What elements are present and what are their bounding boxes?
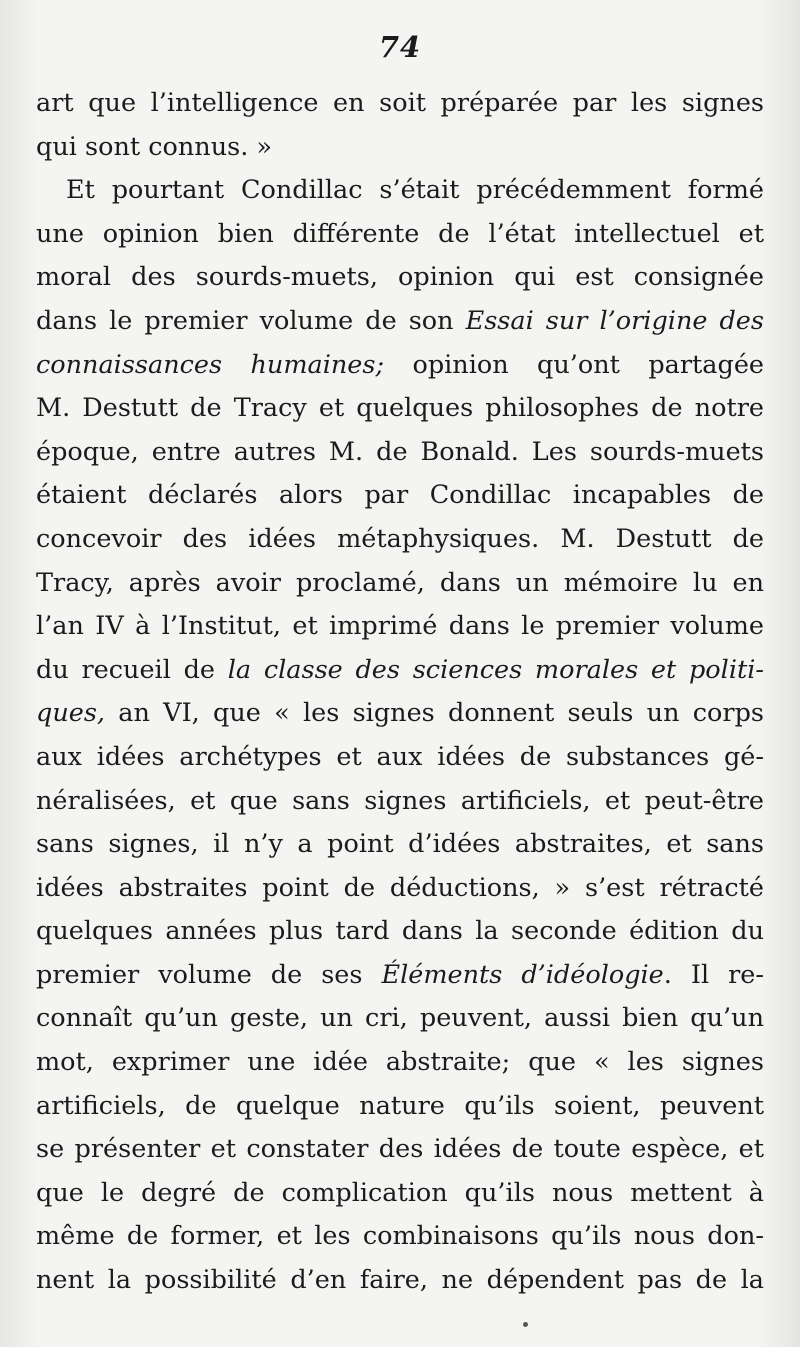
text-segment: se présenter et constater des idées de toute espèce, et: [36, 1134, 764, 1165]
text-segment: opinion qu’ont partagée: [384, 349, 764, 380]
text-segment: qui sont connus. »: [36, 131, 273, 162]
text-line: [36, 474, 764, 518]
text-line: [36, 954, 764, 998]
text-segment: Et pourtant Condillac s’était précédemment formé: [66, 175, 764, 206]
text-segment: mot, exprimer une idée abstraite; que « les signes: [36, 1047, 764, 1078]
text-line: [36, 126, 764, 170]
text-segment: moral des sourds-muets, opinion qui est consignée: [36, 262, 764, 293]
text-segment: néralisées, et que sans signes artificiels, et peut-être: [36, 785, 764, 816]
text-segment: étaient déclarés alors par Condillac incapables de: [36, 480, 764, 511]
text-segment: Tracy, après avoir proclamé, dans un mémoire lu en: [36, 567, 764, 598]
text-segment: sans signes, il n’y a point d’idées abstraites, et sans: [36, 829, 764, 860]
text-line: [36, 562, 764, 606]
text-line: [36, 169, 764, 213]
text-line: [36, 518, 764, 562]
text-line: [36, 82, 764, 126]
text-line: [36, 605, 764, 649]
text-line: [36, 736, 764, 780]
text-line: [36, 823, 764, 867]
italic-text: la classe des sciences morales et politi-: [227, 654, 764, 685]
italic-text: Éléments d’idéologie: [381, 959, 664, 990]
text-line: [36, 692, 764, 736]
text-segment: du recueil de: [36, 654, 228, 685]
text-line: [36, 1128, 764, 1172]
text-segment: dans le premier volume de son: [36, 305, 466, 336]
text-line: [36, 649, 764, 693]
text-segment: époque, entre autres M. de Bonald. Les sourds-muets: [36, 436, 764, 467]
text-line: [36, 1085, 764, 1129]
body-text: [36, 82, 764, 1303]
text-segment: idées abstraites point de déductions, » s’est rétracté: [36, 872, 764, 903]
text-segment: quelques années plus tard dans la seconde édition du: [36, 916, 764, 947]
italic-text: Essai sur l’origine des: [465, 305, 764, 336]
text-line: [36, 344, 764, 388]
text-segment: M. Destutt de Tracy et quelques philosophes de notre: [36, 393, 764, 424]
italic-text: ques,: [36, 698, 106, 729]
text-line: [36, 1259, 764, 1303]
italic-text: connaissances humaines;: [36, 349, 385, 380]
page-number: 74: [378, 30, 422, 64]
text-line: [36, 1172, 764, 1216]
text-line: [36, 867, 764, 911]
text-line: [36, 1215, 764, 1259]
text-line: [36, 780, 764, 824]
text-segment: an VI, que « les signes donnent seuls un corps: [105, 698, 764, 729]
text-line: [36, 213, 764, 257]
text-segment: art que l’intelligence en soit préparée par les signes: [36, 88, 764, 118]
text-segment: premier volume de ses: [36, 959, 382, 990]
text-line: [36, 300, 764, 344]
text-segment: même de former, et les combinaisons qu’ils nous don-: [36, 1221, 764, 1252]
text-line: [36, 1041, 764, 1085]
text-segment: l’an IV à l’Institut, et imprimé dans le premier volume: [36, 611, 764, 642]
text-segment: nent la possibilité d’en faire, ne dépendent pas de la: [36, 1265, 764, 1296]
text-segment: concevoir des idées métaphysiques. M. Destutt de: [36, 523, 764, 554]
text-line: [36, 387, 764, 431]
text-segment: artificiels, de quelque nature qu’ils soient, peuvent: [36, 1090, 764, 1121]
print-speck: [523, 1322, 528, 1327]
text-segment: connaît qu’un geste, un cri, peuvent, aussi bien qu’un: [36, 1003, 764, 1034]
text-segment: que le degré de complication qu’ils nous mettent à: [36, 1177, 764, 1208]
text-line: [36, 256, 764, 300]
text-segment: . Il re-: [663, 959, 764, 990]
text-line: [36, 997, 764, 1041]
text-segment: aux idées archétypes et aux idées de substances gé-: [36, 741, 764, 772]
text-line: [36, 910, 764, 954]
text-line: [36, 431, 764, 475]
text-segment: une opinion bien différente de l’état intellectuel et: [36, 218, 764, 249]
